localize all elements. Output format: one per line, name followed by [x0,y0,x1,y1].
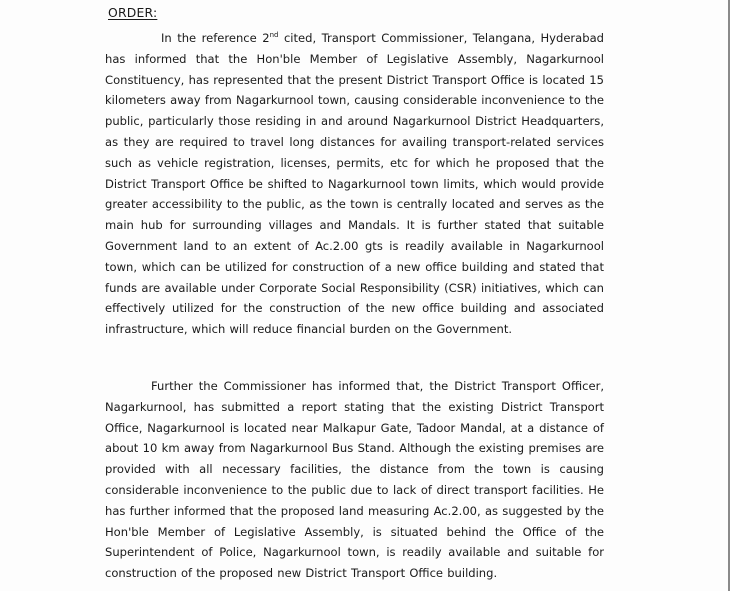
paragraph-reference-body: cited, Transport Commissioner, Telangana, Hyderabad has informed that the Hon'ble Member of Legislative Assembly, Nagarkurnool Constituency, has represented that the present District Transport Office is located 15 kilometers away from Nagarkurnool town, causing considerable inconvenience to the public, particularly those residing in and around Nagarkurnool District Headquarters, as they are required to travel long distances for availing transport-related services such as vehicle registration, licenses, permits, etc for which he proposed that the District Transport Office be shifted to Nagarkurnool town limits, which would provide greater accessibility to the public, as the town is centrally located and serves as the main hub for surrounding villages and Mandals. It is further stated that suitable Government land to an extent of Ac.2.00 gts is readily available in Nagarkurnool town, which can be utilized for construction of a new office building and stated that funds are available under Corporate Social Responsibility (CSR) initiatives, which can effectively utilized for the construction of the new office building and associated infrastructure, which will reduce financial burden on the Government. [105,31,604,337]
order-heading: ORDER: [108,5,158,20]
paragraph-reference-lead: In the reference 2 [161,31,270,45]
ordinal-superscript: nd [269,31,279,40]
paragraph-reference [105,28,604,340]
paragraph-commissioner-report: Further the Commissioner has informed that, the District Transport Officer, Nagarkurnool, has submitted a report stating that the existing District Transport Office, Nagarkurnool is located near Malkapur Gate, Tadoor Mandal, at a distance of about 10 km away from Nagarkurnool Bus Stand. Although the existing premises are provided with all necessary facilities, the distance from the town is causing considerable inconvenience to the public due to lack of direct transport facilities. He has further informed that the proposed land measuring Ac.2.00, as suggested by the Hon'ble Member of Legislative Assembly, is situated behind the Office of the Superintendent of Police, Nagarkurnool town, is readily available and suitable for construction of the proposed new District Transport Office building. [105,379,604,581]
